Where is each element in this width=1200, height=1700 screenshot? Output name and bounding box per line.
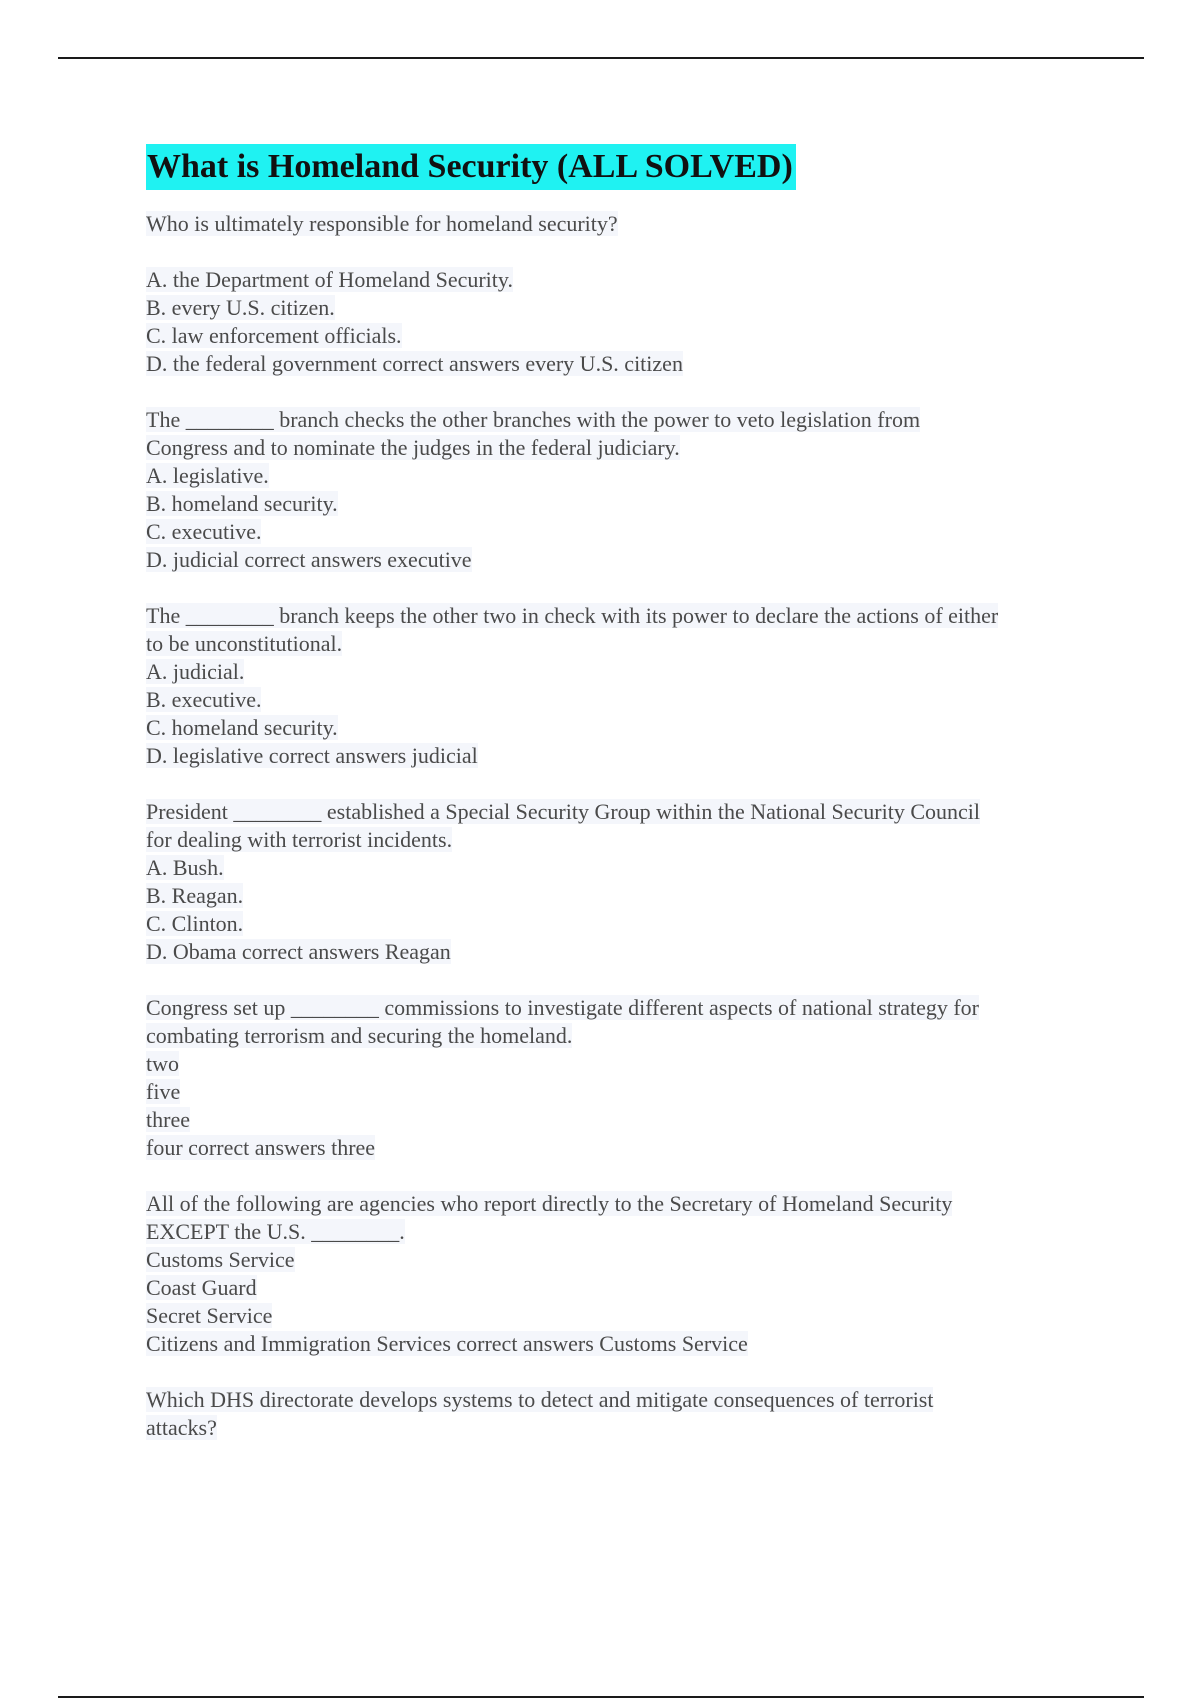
question-text-line: Congress set up ________ commissions to investigate different aspects of national strategy for [146, 995, 979, 1020]
answer-option [146, 1274, 1096, 1302]
question-block [146, 406, 1096, 574]
answer-option [146, 854, 1096, 882]
answer-option-text: C. homeland security. [146, 715, 338, 740]
bottom-rule [58, 1696, 1144, 1698]
question-text [146, 1386, 1096, 1414]
answer-option-text: D. Obama correct answers Reagan [146, 939, 451, 964]
question-text-line: The ________ branch checks the other branches with the power to veto legislation from [146, 407, 921, 432]
answer-option-text: C. law enforcement officials. [146, 323, 402, 348]
question-block [146, 798, 1096, 966]
answer-option [146, 518, 1096, 546]
question-text [146, 210, 1096, 238]
answer-option [146, 1302, 1096, 1330]
question-text-line: EXCEPT the U.S. ________. [146, 1219, 405, 1244]
question-list [146, 210, 1096, 1442]
answer-option-text: D. legislative correct answers judicial [146, 743, 478, 768]
answer-option-text: Citizens and Immigration Services correct answers Customs Service [146, 1331, 748, 1356]
answer-option-text: Coast Guard [146, 1275, 257, 1300]
question-text [146, 994, 1096, 1022]
answer-option-text: Customs Service [146, 1247, 295, 1272]
answer-option-text: five [146, 1079, 181, 1104]
answer-option-text: D. the federal government correct answers every U.S. citizen [146, 351, 683, 376]
question-text-line: Which DHS directorate develops systems to detect and mitigate consequences of terrorist [146, 1387, 934, 1412]
question-block [146, 994, 1096, 1162]
question-block [146, 1386, 1096, 1442]
question-text [146, 1218, 1096, 1246]
question-text-line: President ________ established a Special Security Group within the National Security Council [146, 799, 981, 824]
answer-option [146, 1134, 1096, 1162]
question-text [146, 406, 1096, 434]
answer-option-text: two [146, 1051, 179, 1076]
answer-option-text: D. judicial correct answers executive [146, 547, 472, 572]
answer-option-text: A. judicial. [146, 659, 245, 684]
question-text-line: Congress and to nominate the judges in the federal judiciary. [146, 435, 680, 460]
answer-option [146, 462, 1096, 490]
answer-option-text: four correct answers three [146, 1135, 376, 1160]
question-block [146, 602, 1096, 770]
question-text-line: Who is ultimately responsible for homeland security? [146, 211, 618, 236]
document-body [146, 144, 1096, 1470]
question-text-line: to be unconstitutional. [146, 631, 343, 656]
question-block [146, 1190, 1096, 1358]
answer-option-text: Secret Service [146, 1303, 273, 1328]
answer-option [146, 742, 1096, 770]
answer-option [146, 1330, 1096, 1358]
question-text [146, 434, 1096, 462]
question-text [146, 1190, 1096, 1218]
answer-option [146, 658, 1096, 686]
question-block [146, 210, 1096, 378]
document-title: What is Homeland Security (ALL SOLVED) [146, 144, 796, 190]
answer-option-text: B. executive. [146, 687, 262, 712]
answer-option [146, 490, 1096, 518]
answer-option [146, 322, 1096, 350]
answer-option-text: three [146, 1107, 190, 1132]
answer-option [146, 266, 1096, 294]
answer-option-text: A. the Department of Homeland Security. [146, 267, 513, 292]
question-text-line: for dealing with terrorist incidents. [146, 827, 453, 852]
answer-option [146, 882, 1096, 910]
answer-option [146, 1050, 1096, 1078]
question-text [146, 1022, 1096, 1050]
question-text-line: The ________ branch keeps the other two in check with its power to declare the actions of either [146, 603, 999, 628]
answer-option-text: B. homeland security. [146, 491, 338, 516]
answer-option [146, 294, 1096, 322]
answer-option [146, 1106, 1096, 1134]
answer-option-text: A. Bush. [146, 855, 224, 880]
answer-option-text: C. Clinton. [146, 911, 244, 936]
question-text [146, 630, 1096, 658]
question-text-line: combating terrorism and securing the homeland. [146, 1023, 573, 1048]
question-text-line: attacks? [146, 1415, 217, 1440]
answer-option [146, 910, 1096, 938]
answer-option [146, 1246, 1096, 1274]
answer-option [146, 686, 1096, 714]
question-text [146, 798, 1096, 826]
answer-option [146, 1078, 1096, 1106]
answer-option [146, 350, 1096, 378]
answer-option-text: B. every U.S. citizen. [146, 295, 335, 320]
answer-option-text: C. executive. [146, 519, 262, 544]
question-text [146, 1414, 1096, 1442]
top-rule [58, 57, 1144, 59]
answer-option [146, 938, 1096, 966]
question-text [146, 602, 1096, 630]
answer-option-text: B. Reagan. [146, 883, 244, 908]
answer-option [146, 714, 1096, 742]
answer-option-text: A. legislative. [146, 463, 269, 488]
question-text-line: All of the following are agencies who report directly to the Secretary of Homeland Security [146, 1191, 953, 1216]
answer-option [146, 546, 1096, 574]
question-text [146, 826, 1096, 854]
